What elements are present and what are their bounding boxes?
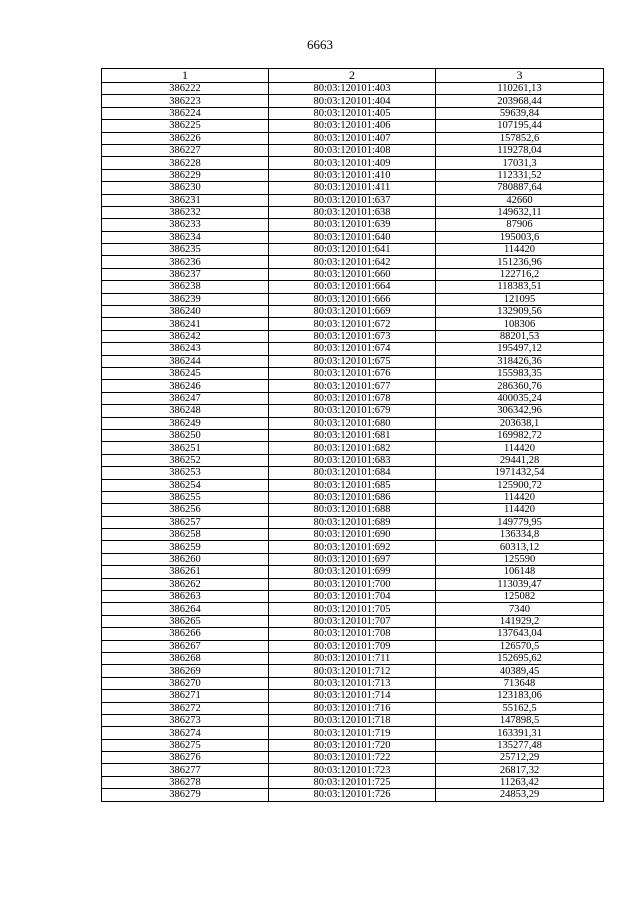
table-row xyxy=(102,231,604,243)
table-row xyxy=(102,144,604,156)
column-header-2: 2 xyxy=(269,69,436,83)
cadastral-number-cell: 80:03:120101:718 xyxy=(269,714,436,726)
header-row xyxy=(102,69,604,83)
table-row xyxy=(102,727,604,739)
value-cell: 121095 xyxy=(436,293,604,305)
table-row xyxy=(102,516,604,528)
table-row xyxy=(102,628,604,640)
row-number-cell: 386225 xyxy=(102,120,269,132)
row-number-cell: 386265 xyxy=(102,615,269,627)
value-cell: 122716,2 xyxy=(436,268,604,280)
value-cell: 42660 xyxy=(436,194,604,206)
row-number-cell: 386269 xyxy=(102,665,269,677)
value-cell: 318426,36 xyxy=(436,355,604,367)
value-cell: 1971432,54 xyxy=(436,467,604,479)
row-number-cell: 386222 xyxy=(102,83,269,95)
value-cell: 157852,6 xyxy=(436,132,604,144)
cadastral-number-cell: 80:03:120101:403 xyxy=(269,83,436,95)
value-cell: 114420 xyxy=(436,504,604,516)
cadastral-number-cell: 80:03:120101:675 xyxy=(269,355,436,367)
cadastral-number-cell: 80:03:120101:700 xyxy=(269,578,436,590)
cadastral-number-cell: 80:03:120101:676 xyxy=(269,367,436,379)
table-row xyxy=(102,380,604,392)
value-cell: 147898,5 xyxy=(436,714,604,726)
cadastral-number-cell: 80:03:120101:672 xyxy=(269,318,436,330)
value-cell: 119278,04 xyxy=(436,144,604,156)
row-number-cell: 386252 xyxy=(102,454,269,466)
table-row xyxy=(102,541,604,553)
cadastral-number-cell: 80:03:120101:689 xyxy=(269,516,436,528)
cadastral-number-cell: 80:03:120101:406 xyxy=(269,120,436,132)
row-number-cell: 386245 xyxy=(102,367,269,379)
row-number-cell: 386263 xyxy=(102,591,269,603)
table-row xyxy=(102,120,604,132)
value-cell: 123183,06 xyxy=(436,690,604,702)
value-cell: 25712,29 xyxy=(436,752,604,764)
row-number-cell: 386250 xyxy=(102,429,269,441)
table-row xyxy=(102,714,604,726)
value-cell: 136334,8 xyxy=(436,529,604,541)
row-number-cell: 386251 xyxy=(102,442,269,454)
row-number-cell: 386242 xyxy=(102,330,269,342)
row-number-cell: 386231 xyxy=(102,194,269,206)
row-number-cell: 386234 xyxy=(102,231,269,243)
cadastral-number-cell: 80:03:120101:407 xyxy=(269,132,436,144)
table-row xyxy=(102,504,604,516)
table-row xyxy=(102,330,604,342)
row-number-cell: 386278 xyxy=(102,776,269,788)
cadastral-number-cell: 80:03:120101:408 xyxy=(269,144,436,156)
value-cell: 114420 xyxy=(436,442,604,454)
value-cell: 88201,53 xyxy=(436,330,604,342)
cadastral-number-cell: 80:03:120101:660 xyxy=(269,268,436,280)
cadastral-number-cell: 80:03:120101:666 xyxy=(269,293,436,305)
cadastral-number-cell: 80:03:120101:682 xyxy=(269,442,436,454)
row-number-cell: 386224 xyxy=(102,107,269,119)
row-number-cell: 386227 xyxy=(102,144,269,156)
table-row xyxy=(102,566,604,578)
cadastral-number-cell: 80:03:120101:720 xyxy=(269,739,436,751)
cadastral-number-cell: 80:03:120101:404 xyxy=(269,95,436,107)
value-cell: 7340 xyxy=(436,603,604,615)
row-number-cell: 386259 xyxy=(102,541,269,553)
row-number-cell: 386247 xyxy=(102,392,269,404)
value-cell: 195003,6 xyxy=(436,231,604,243)
value-cell: 155983,35 xyxy=(436,367,604,379)
table-row xyxy=(102,132,604,144)
value-cell: 169982,72 xyxy=(436,429,604,441)
cadastral-number-cell: 80:03:120101:641 xyxy=(269,244,436,256)
table-row xyxy=(102,752,604,764)
value-cell: 113039,47 xyxy=(436,578,604,590)
row-number-cell: 386257 xyxy=(102,516,269,528)
row-number-cell: 386236 xyxy=(102,256,269,268)
cadastral-number-cell: 80:03:120101:686 xyxy=(269,491,436,503)
cadastral-number-cell: 80:03:120101:711 xyxy=(269,652,436,664)
cadastral-number-cell: 80:03:120101:642 xyxy=(269,256,436,268)
cadastral-number-cell: 80:03:120101:722 xyxy=(269,752,436,764)
table-row xyxy=(102,367,604,379)
cadastral-number-cell: 80:03:120101:677 xyxy=(269,380,436,392)
row-number-cell: 386240 xyxy=(102,306,269,318)
value-cell: 713648 xyxy=(436,677,604,689)
table-row xyxy=(102,429,604,441)
row-number-cell: 386260 xyxy=(102,553,269,565)
table-row xyxy=(102,591,604,603)
page-number: 6663 xyxy=(307,37,333,52)
value-cell: 125082 xyxy=(436,591,604,603)
value-cell: 108306 xyxy=(436,318,604,330)
value-cell: 114420 xyxy=(436,491,604,503)
row-number-cell: 386238 xyxy=(102,281,269,293)
row-number-cell: 386232 xyxy=(102,206,269,218)
value-cell: 137643,04 xyxy=(436,628,604,640)
value-cell: 141929,2 xyxy=(436,615,604,627)
table-row xyxy=(102,392,604,404)
row-number-cell: 386264 xyxy=(102,603,269,615)
table-row xyxy=(102,640,604,652)
row-number-cell: 386256 xyxy=(102,504,269,516)
row-number-cell: 386268 xyxy=(102,652,269,664)
row-number-cell: 386248 xyxy=(102,405,269,417)
table-row xyxy=(102,95,604,107)
table-row xyxy=(102,690,604,702)
table-row xyxy=(102,169,604,181)
table-row xyxy=(102,578,604,590)
table-row xyxy=(102,318,604,330)
table-row xyxy=(102,107,604,119)
cadastral-number-cell: 80:03:120101:692 xyxy=(269,541,436,553)
table-row xyxy=(102,467,604,479)
row-number-cell: 386273 xyxy=(102,714,269,726)
cadastral-number-cell: 80:03:120101:705 xyxy=(269,603,436,615)
table-row xyxy=(102,789,604,801)
value-cell: 11263,42 xyxy=(436,776,604,788)
row-number-cell: 386267 xyxy=(102,640,269,652)
row-number-cell: 386243 xyxy=(102,343,269,355)
table-row xyxy=(102,194,604,206)
value-cell: 106148 xyxy=(436,566,604,578)
value-cell: 24853,29 xyxy=(436,789,604,801)
cadastral-number-cell: 80:03:120101:664 xyxy=(269,281,436,293)
value-cell: 55162,5 xyxy=(436,702,604,714)
value-cell: 306342,96 xyxy=(436,405,604,417)
value-cell: 110261,13 xyxy=(436,83,604,95)
table-row xyxy=(102,268,604,280)
value-cell: 132909,56 xyxy=(436,306,604,318)
table-row xyxy=(102,665,604,677)
table-row xyxy=(102,244,604,256)
value-cell: 152695,62 xyxy=(436,652,604,664)
value-cell: 114420 xyxy=(436,244,604,256)
table-row xyxy=(102,219,604,231)
value-cell: 203638,1 xyxy=(436,417,604,429)
cadastral-number-cell: 80:03:120101:697 xyxy=(269,553,436,565)
value-cell: 59639,84 xyxy=(436,107,604,119)
cadastral-number-cell: 80:03:120101:680 xyxy=(269,417,436,429)
row-number-cell: 386226 xyxy=(102,132,269,144)
row-number-cell: 386271 xyxy=(102,690,269,702)
cadastral-number-cell: 80:03:120101:709 xyxy=(269,640,436,652)
table-row xyxy=(102,343,604,355)
value-cell: 203968,44 xyxy=(436,95,604,107)
table-row xyxy=(102,281,604,293)
row-number-cell: 386249 xyxy=(102,417,269,429)
table-row xyxy=(102,553,604,565)
table-row xyxy=(102,83,604,95)
table-body xyxy=(102,83,604,802)
value-cell: 118383,51 xyxy=(436,281,604,293)
table-row xyxy=(102,417,604,429)
cadastral-number-cell: 80:03:120101:713 xyxy=(269,677,436,689)
cadastral-number-cell: 80:03:120101:638 xyxy=(269,206,436,218)
table-row xyxy=(102,206,604,218)
cadastral-number-cell: 80:03:120101:704 xyxy=(269,591,436,603)
cadastral-number-cell: 80:03:120101:637 xyxy=(269,194,436,206)
cadastral-number-cell: 80:03:120101:409 xyxy=(269,157,436,169)
data-table xyxy=(101,68,604,802)
table-row xyxy=(102,256,604,268)
value-cell: 107195,44 xyxy=(436,120,604,132)
value-cell: 112331,52 xyxy=(436,169,604,181)
row-number-cell: 386228 xyxy=(102,157,269,169)
table-row xyxy=(102,491,604,503)
table-row xyxy=(102,764,604,776)
row-number-cell: 386235 xyxy=(102,244,269,256)
row-number-cell: 386254 xyxy=(102,479,269,491)
cadastral-number-cell: 80:03:120101:684 xyxy=(269,467,436,479)
table-row xyxy=(102,776,604,788)
value-cell: 125590 xyxy=(436,553,604,565)
row-number-cell: 386279 xyxy=(102,789,269,801)
table-row xyxy=(102,405,604,417)
value-cell: 60313,12 xyxy=(436,541,604,553)
row-number-cell: 386255 xyxy=(102,491,269,503)
cadastral-number-cell: 80:03:120101:726 xyxy=(269,789,436,801)
cadastral-number-cell: 80:03:120101:685 xyxy=(269,479,436,491)
value-cell: 126570,5 xyxy=(436,640,604,652)
value-cell: 780887,64 xyxy=(436,182,604,194)
cadastral-number-cell: 80:03:120101:673 xyxy=(269,330,436,342)
row-number-cell: 386230 xyxy=(102,182,269,194)
value-cell: 400035,24 xyxy=(436,392,604,404)
row-number-cell: 386258 xyxy=(102,529,269,541)
cadastral-number-cell: 80:03:120101:690 xyxy=(269,529,436,541)
row-number-cell: 386262 xyxy=(102,578,269,590)
value-cell: 286360,76 xyxy=(436,380,604,392)
row-number-cell: 386261 xyxy=(102,566,269,578)
row-number-cell: 386233 xyxy=(102,219,269,231)
value-cell: 195497,12 xyxy=(436,343,604,355)
table-header xyxy=(102,69,604,83)
cadastral-number-cell: 80:03:120101:725 xyxy=(269,776,436,788)
value-cell: 87906 xyxy=(436,219,604,231)
cadastral-number-cell: 80:03:120101:674 xyxy=(269,343,436,355)
value-cell: 26817,32 xyxy=(436,764,604,776)
row-number-cell: 386223 xyxy=(102,95,269,107)
column-header-3: 3 xyxy=(436,69,604,83)
table-row xyxy=(102,454,604,466)
value-cell: 40389,45 xyxy=(436,665,604,677)
cadastral-number-cell: 80:03:120101:719 xyxy=(269,727,436,739)
cadastral-number-cell: 80:03:120101:683 xyxy=(269,454,436,466)
row-number-cell: 386276 xyxy=(102,752,269,764)
value-cell: 17031,3 xyxy=(436,157,604,169)
table-row xyxy=(102,702,604,714)
table-row xyxy=(102,479,604,491)
row-number-cell: 386241 xyxy=(102,318,269,330)
value-cell: 149779,95 xyxy=(436,516,604,528)
cadastral-number-cell: 80:03:120101:714 xyxy=(269,690,436,702)
cadastral-number-cell: 80:03:120101:681 xyxy=(269,429,436,441)
row-number-cell: 386274 xyxy=(102,727,269,739)
row-number-cell: 386277 xyxy=(102,764,269,776)
value-cell: 163391,31 xyxy=(436,727,604,739)
row-number-cell: 386272 xyxy=(102,702,269,714)
table-row xyxy=(102,615,604,627)
cadastral-number-cell: 80:03:120101:716 xyxy=(269,702,436,714)
cadastral-number-cell: 80:03:120101:678 xyxy=(269,392,436,404)
cadastral-number-cell: 80:03:120101:669 xyxy=(269,306,436,318)
cadastral-number-cell: 80:03:120101:410 xyxy=(269,169,436,181)
cadastral-number-cell: 80:03:120101:699 xyxy=(269,566,436,578)
cadastral-number-cell: 80:03:120101:679 xyxy=(269,405,436,417)
row-number-cell: 386239 xyxy=(102,293,269,305)
value-cell: 151236,96 xyxy=(436,256,604,268)
cadastral-number-cell: 80:03:120101:712 xyxy=(269,665,436,677)
table-row xyxy=(102,293,604,305)
cadastral-number-cell: 80:03:120101:707 xyxy=(269,615,436,627)
cadastral-number-cell: 80:03:120101:411 xyxy=(269,182,436,194)
cadastral-number-cell: 80:03:120101:639 xyxy=(269,219,436,231)
table-row xyxy=(102,182,604,194)
row-number-cell: 386275 xyxy=(102,739,269,751)
table-row xyxy=(102,306,604,318)
table-row xyxy=(102,157,604,169)
table-row xyxy=(102,739,604,751)
row-number-cell: 386246 xyxy=(102,380,269,392)
table-row xyxy=(102,442,604,454)
cadastral-number-cell: 80:03:120101:405 xyxy=(269,107,436,119)
value-cell: 135277,48 xyxy=(436,739,604,751)
value-cell: 125900,72 xyxy=(436,479,604,491)
row-number-cell: 386253 xyxy=(102,467,269,479)
column-header-1: 1 xyxy=(102,69,269,83)
table-row xyxy=(102,355,604,367)
table-row xyxy=(102,652,604,664)
row-number-cell: 386244 xyxy=(102,355,269,367)
row-number-cell: 386270 xyxy=(102,677,269,689)
row-number-cell: 386266 xyxy=(102,628,269,640)
row-number-cell: 386229 xyxy=(102,169,269,181)
table-row xyxy=(102,603,604,615)
row-number-cell: 386237 xyxy=(102,268,269,280)
cadastral-number-cell: 80:03:120101:640 xyxy=(269,231,436,243)
cadastral-number-cell: 80:03:120101:723 xyxy=(269,764,436,776)
value-cell: 29441,28 xyxy=(436,454,604,466)
value-cell: 149632,11 xyxy=(436,206,604,218)
cadastral-number-cell: 80:03:120101:688 xyxy=(269,504,436,516)
table-row xyxy=(102,529,604,541)
cadastral-number-cell: 80:03:120101:708 xyxy=(269,628,436,640)
table-row xyxy=(102,677,604,689)
